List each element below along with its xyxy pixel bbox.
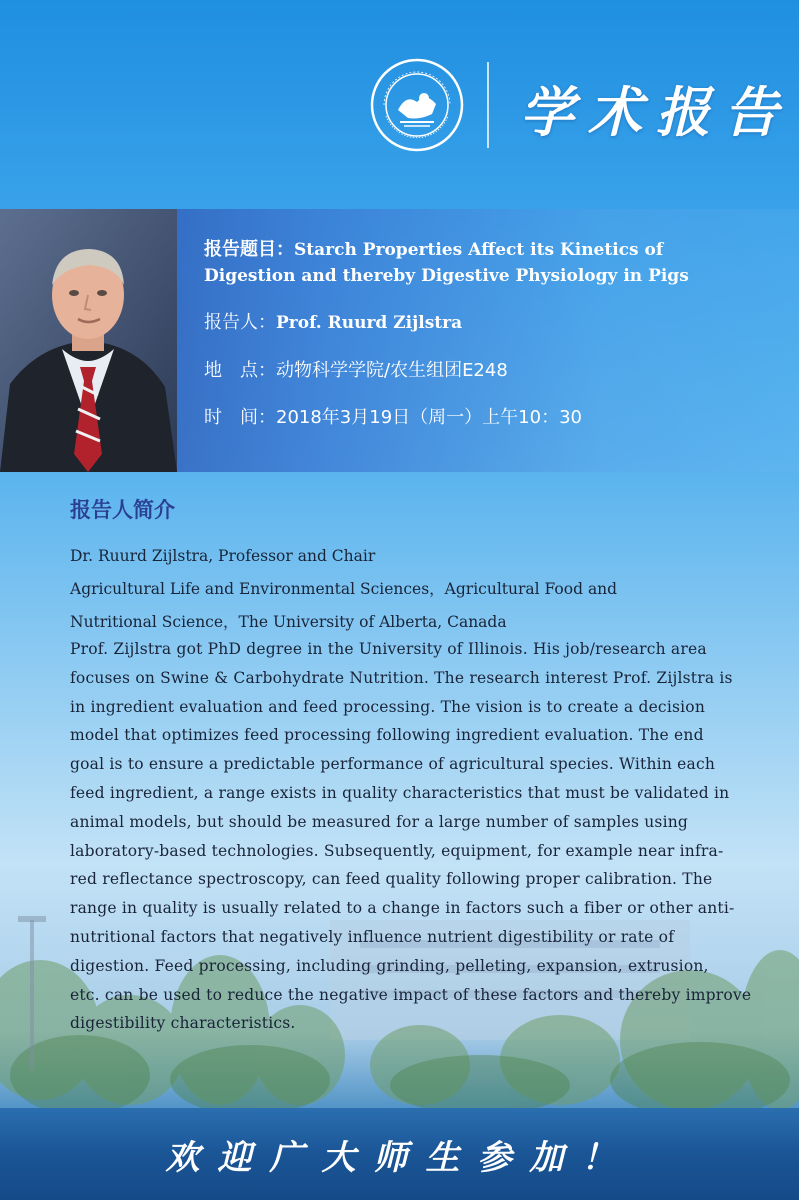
talk-title-line-1: Starch Properties Affect its Kinetics of <box>294 240 664 260</box>
bio-paragraph-line: Prof. Zijlstra got PhD degree in the University of Illinois. His job/research area <box>70 640 707 658</box>
header-divider <box>487 62 489 148</box>
talk-title-label: 报告题目： <box>204 239 294 260</box>
speaker-photo <box>0 209 177 472</box>
bio-paragraph-line: animal models, but should be measured for a large number of samples using <box>70 812 689 831</box>
footer-banner <box>0 1108 799 1200</box>
location-row <box>204 358 784 383</box>
speaker-name: Prof. Ruurd Zijlstra <box>276 313 463 333</box>
bio-paragraph <box>70 635 760 1038</box>
time-row <box>204 405 784 430</box>
bio-paragraph-line: goal is to ensure a predictable performance of agricultural species. Within each <box>70 755 716 774</box>
time-value: 2018年3月19日（周一）上午10：30 <box>276 407 582 428</box>
bio-department-line: Agricultural Life and Environmental Sciences，Agricultural Food and <box>70 580 618 598</box>
header <box>0 0 799 200</box>
bio-paragraph-line: etc. can be used to reduce the negative impact of these factors and thereby improve <box>70 985 752 1004</box>
speaker-bio <box>70 494 760 1038</box>
time-label: 时 间： <box>204 407 276 428</box>
location-label: 地 点： <box>204 360 276 381</box>
bio-university-line: Nutritional Science，The University of Alberta, Canada <box>70 613 507 631</box>
talk-title <box>204 237 784 289</box>
bio-paragraph-line: digestion. Feed processing, including grinding, pelleting, expansion, extrusion, <box>70 956 709 975</box>
bio-paragraph-line: range in quality is usually related to a change in factors such a fiber or other anti- <box>70 899 735 918</box>
speaker-row <box>204 310 784 336</box>
bio-paragraph-line: in ingredient evaluation and feed processing. The vision is to create a decision <box>70 697 706 716</box>
talk-title-line-2: Digestion and thereby Digestive Physiology in Pigs <box>204 266 689 286</box>
bio-paragraph-line: laboratory-based technologies. Subsequently, equipment, for example near infra- <box>70 841 724 860</box>
speaker-label: 报告人： <box>204 312 276 333</box>
bio-heading: 报告人简介 <box>70 498 175 522</box>
bio-title-line: Dr. Ruurd Zijlstra, Professor and Chair <box>70 547 376 565</box>
page-title: 学术报告 <box>520 80 792 144</box>
location-value: 动物科学学院/农生组团E248 <box>276 360 508 381</box>
bio-paragraph-line: nutritional factors that negatively influence nutrient digestibility or rate of <box>70 927 675 946</box>
bio-paragraph-line: digestibility characteristics. <box>70 1014 296 1033</box>
university-logo <box>370 58 464 152</box>
bio-paragraph-line: focuses on Swine & Carbohydrate Nutrition. The research interest Prof. Zijlstra is <box>70 668 733 687</box>
talk-info-band <box>0 209 799 472</box>
bio-paragraph-line: red reflectance spectroscopy, can feed quality following proper calibration. The <box>70 870 713 889</box>
bio-paragraph-line: feed ingredient, a range exists in quality characteristics that must be validated in <box>70 783 730 802</box>
talk-details <box>204 237 784 452</box>
bio-paragraph-line: model that optimizes feed processing following ingredient evaluation. The end <box>70 726 704 745</box>
welcome-text: 欢迎广大师生参加！ <box>165 1138 634 1178</box>
